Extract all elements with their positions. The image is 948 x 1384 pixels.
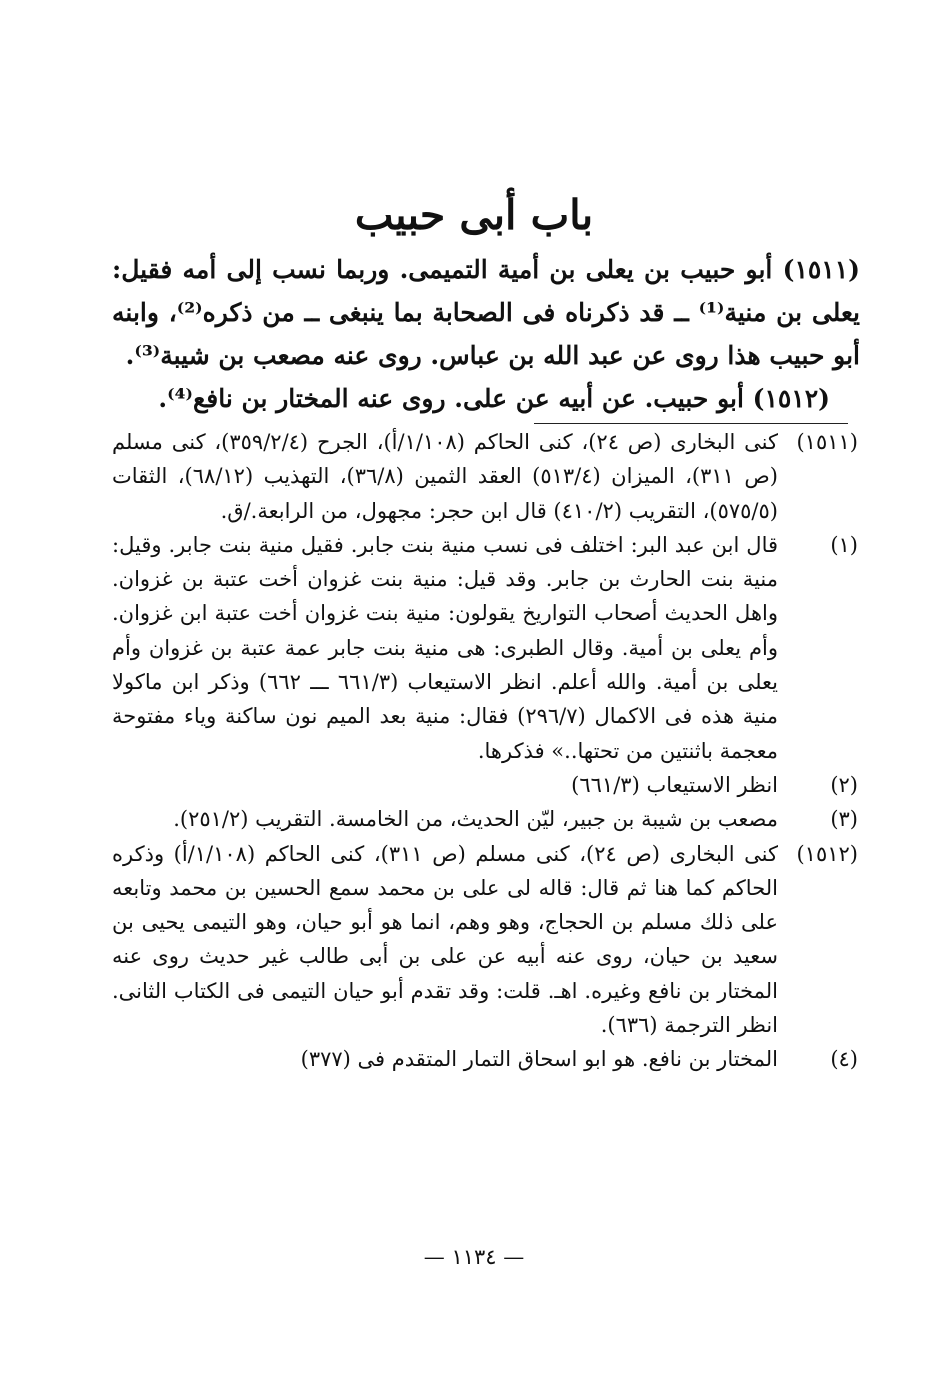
footnote-number: (٢) [830, 772, 858, 797]
footnote-text: انظر الاستيعاب (٦٦١/٣) [571, 772, 778, 797]
footnote [112, 802, 858, 836]
page-title: باب أبى حبيب [354, 191, 594, 240]
page-number: — ١١٣٤ — [423, 1245, 525, 1269]
footnote-text: كنى البخارى (ص ٢٤)، كنى الحاكم (١/١٠٨/أ)، الجرح (٣٥٩/٢/٤)، كنى مسلم (ص ٣١١)، الميزان (٥١٣/٤) العقد الثمين (٣٦/٨)، التهذيب (٦٨/١٢)، الثقات (٥٧٥/٥)، التقريب (٤١٠/٢) قال ابن حجر: مجهول، من الرابعة./ق. [112, 430, 778, 523]
footnote [112, 837, 858, 1043]
footnote-text: قال ابن عبد البر: اختلف فى نسب منية بنت جابر. فقيل منية بنت جابر. وقيل: منية بنت الحارث بن جابر. وقد قيل: منية بنت غزوان أخت عتبة بن غزوان. واهل الحديث أصحاب التواريخ يقولون: منية بنت غزوان أخت عتبة ابن غزوان. وأم يعلى بن أمية. وقال الطبرى: هى منية بنت جابر عمة عتبة بن غزوان وأم يعلى بن أمية. والله أعلم. انظر الاستيعاب (٦٦١/٣ ـــ ٦٦٢) وذكر ابن ماكولا منية هذه فى الاكمال (٢٩٦/٧) فقال: منية بعد الميم نون ساكنة وياء مفتوحة معجمة باثنتين من تحتها..» فذكرها. [112, 532, 778, 763]
footnote-text: مصعب بن شيبة بن جبير، ليّن الحديث، من الخامسة. التقريب (٢٥١/٢). [173, 807, 778, 832]
footnote [112, 528, 858, 768]
footnotes [112, 425, 858, 1077]
footnote-number: (١) [830, 532, 858, 557]
footnote-number: (١٥١٢) [796, 841, 858, 866]
footnote [112, 1042, 858, 1076]
footnote-text: المختار بن نافع. هو ابو اسحاق التمار المتقدم فى (٣٧٧) [300, 1047, 778, 1072]
footnote [112, 768, 858, 802]
entry-1512: (١٥١٢) أبو حبيب. عن أبيه عن على. روى عنه المختار بن نافع⁽⁴⁾. [158, 384, 830, 413]
footnote [112, 425, 858, 528]
footnote-number: (١٥١١) [796, 430, 858, 454]
footnote-text: كنى البخارى (ص ٢٤)، كنى مسلم (ص ٣١١)، كنى الحاكم (١/١٠٨/أ) وذكره الحاكم كما هنا ثم قال: قاله لى على بن محمد سمع الحسين بن محمد وتابعه على ذلك مسلم بن الحجاج، وهو وهم، انما هو أبو حيان، وهو التيمى يحيى بن سعيد بن حيان، روى عنه أبيه عن على بن أبى طالب غير حديث روى عنه المختار بن نافع وغيره. اهـ. قلت: وقد تقدم أبو حيان التيمى فى الكتاب الثانى. انظر الترجمة (٦٣٦). [112, 841, 778, 1038]
main-text [112, 248, 860, 420]
footnote-number: (٤) [830, 1047, 858, 1072]
entry-1511: (١٥١١) أبو حبيب بن يعلى بن أمية التميمى. وربما نسب إلى أمه فقيل: يعلى بن منية⁽¹⁾ ــ قد ذكرناه فى الصحابة بما ينبغى ــ من ذكره⁽²⁾، وابنه أبو حبيب هذا روى عن عبد الله بن عباس. روى عنه مصعب بن شيبة⁽³⁾. [112, 255, 860, 370]
footnote-separator [534, 423, 848, 424]
footnote-number: (٣) [830, 807, 858, 832]
